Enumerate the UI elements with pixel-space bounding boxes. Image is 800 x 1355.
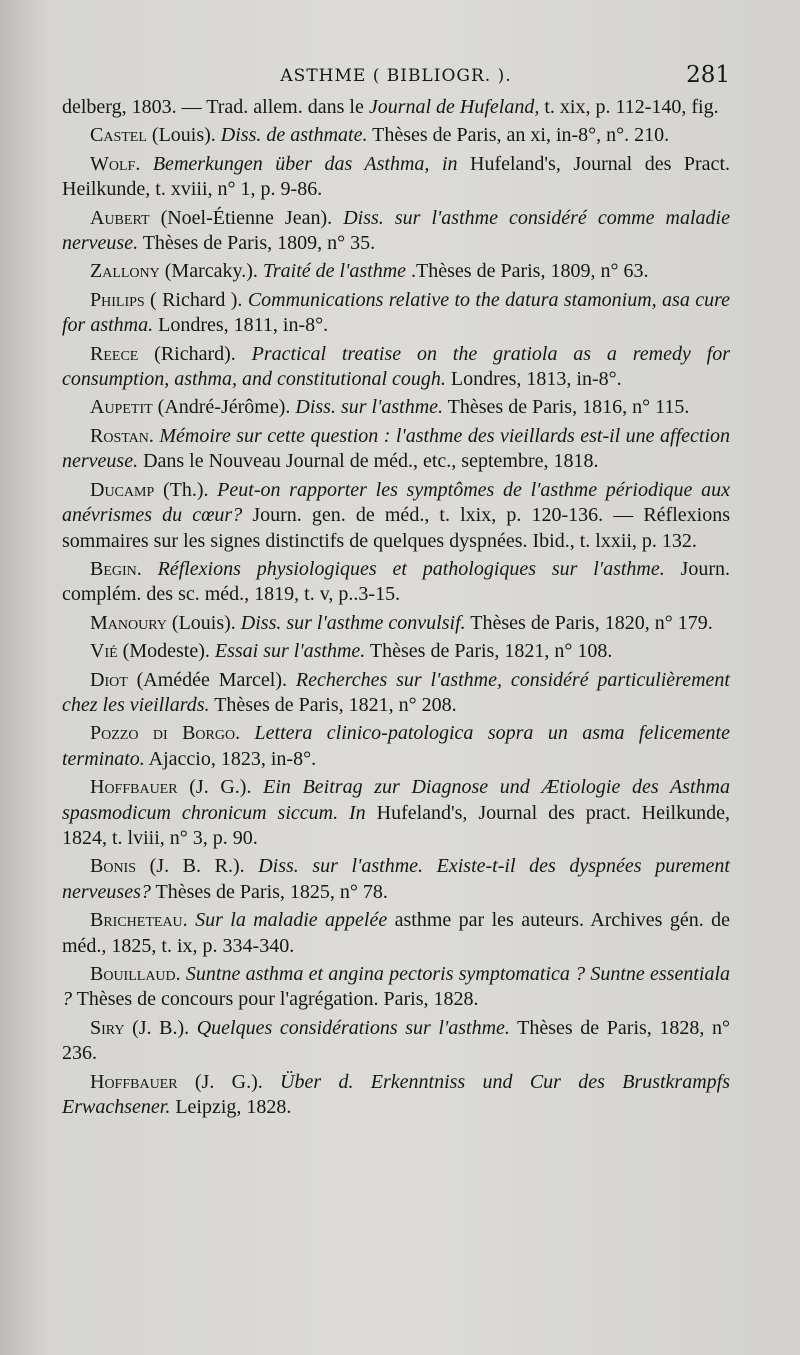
entry-text: . (148, 424, 160, 447)
entry-title: Recherches sur l'asthme, considéré particulièrement chez les vieillards. (62, 668, 730, 716)
entry-details: Thèses de Paris, 1816, n° 115. (443, 396, 690, 419)
bibliography-entry (62, 95, 730, 120)
entry-title: Traité de l'asthme (262, 260, 407, 283)
running-title: ASTHME ( BIBLIOGR. ). (280, 66, 512, 86)
entry-author: Diot (90, 668, 128, 691)
page-header (62, 62, 730, 94)
bibliography-entry (62, 962, 730, 1013)
bibliography-entry (62, 1070, 730, 1121)
entry-author: Bricheteau (90, 909, 183, 932)
entry-title: Peut-on rapporter les symptômes de l'asthme périodique aux anévrismes du cœur? (62, 478, 730, 527)
entry-details: Hufeland's, Journal des Pract. Heilkunde, t. xviii, n° 1, p. 9-86. (62, 152, 730, 201)
bibliography-entry (62, 123, 730, 148)
entry-text: (Louis). (146, 124, 221, 147)
entry-title: Suntne asthma et angina pectoris symptomatica ? Suntne essentiala ? (62, 963, 730, 1011)
bibliography-entry (62, 478, 730, 554)
bibliography-entry (62, 639, 730, 664)
entry-details: Thèses de Paris, 1828, n° 236. (62, 1016, 730, 1065)
bibliography-list (62, 95, 730, 1123)
entry-text: (Amédée Marcel). (127, 668, 296, 691)
entry-details: asthme par les auteurs. Archives gén. de méd., 1825, t. ix, p. 334-340. (62, 909, 731, 957)
entry-details: Dans le Nouveau Journal de méd., etc., septembre, 1818. (138, 450, 599, 473)
entry-details: Londres, 1813, in-8°. (445, 368, 622, 391)
entry-author: Reece (90, 342, 139, 365)
entry-details: Thèses de concours pour l'agrégation. Paris, 1828. (72, 988, 479, 1011)
entry-text: . (135, 152, 153, 175)
entry-text: (Marcaky.). (159, 260, 263, 283)
entry-author: Castel (90, 124, 147, 147)
entry-author: Pozzo di Borgo (90, 722, 236, 745)
entry-title: Diss. sur l'asthme considéré comme maladie nerveuse. (62, 206, 730, 255)
entry-title: Quelques considérations sur l'asthme. (196, 1016, 510, 1039)
bibliography-entry (62, 206, 730, 257)
bibliography-entry (62, 854, 730, 905)
entry-text: . (175, 963, 186, 985)
entry-title: Réflexions physiologiques et pathologiques sur l'asthme. (157, 557, 665, 580)
bibliography-entry (62, 1016, 730, 1067)
entry-details: Thèses de Paris, 1821, n° 108. (365, 640, 613, 663)
entry-author: Aupetit (90, 396, 153, 419)
entry-text: . (235, 722, 255, 745)
entry-author: Bouillaud (90, 963, 176, 985)
entry-author: Begin (90, 557, 137, 580)
entry-title: Diss. sur l'asthme. (295, 396, 444, 419)
entry-author: Manoury (90, 611, 167, 634)
entry-details: Thèses de Paris, an xi, in-8°, n°. 210. (367, 124, 670, 147)
entry-details: Hufeland's, Journal des pract. Heilkunde, 1824, t. lviii, n° 3, p. 90. (62, 801, 730, 849)
entry-details: t. xix, p. 112-140, fig. (539, 96, 719, 118)
bibliography-entry (62, 259, 730, 284)
bibliography-entry (62, 395, 730, 420)
bibliography-entry (62, 342, 730, 393)
entry-text: (Louis). (166, 611, 241, 634)
bibliography-entry (62, 424, 730, 475)
entry-details: Londres, 1811, in-8°. (153, 314, 329, 337)
entry-author: Aubert (90, 206, 150, 229)
entry-text: (Th.). (154, 478, 218, 501)
bibliography-entry (62, 288, 730, 339)
entry-details: Thèses de Paris, 1825, n° 78. (150, 880, 388, 903)
bibliography-entry (62, 721, 730, 772)
entry-details: Thèses de Paris, 1809, n° 35. (138, 232, 376, 255)
entry-text: . (136, 557, 158, 580)
entry-author: Bonis (90, 855, 137, 878)
entry-text: (J. G.). (177, 1070, 281, 1093)
entry-author: Rostan (90, 424, 149, 447)
entry-text: . (182, 909, 196, 932)
bibliography-entry (62, 908, 730, 959)
entry-text: (Modeste). (117, 640, 215, 663)
entry-details: Leipzig, 1828. (170, 1096, 292, 1119)
entry-author: Hoffbauer (90, 1070, 178, 1093)
bibliography-entry (62, 668, 730, 719)
entry-text: (J. G.). (177, 776, 264, 799)
entry-details: Ajaccio, 1823, in-8°. (144, 747, 317, 770)
entry-text: (Richard). (138, 342, 252, 365)
entry-author: Wolf (90, 152, 136, 175)
entry-title: Diss. sur l'asthme. Existe-t-il des dyspnées purement nerveuses? (62, 855, 730, 903)
entry-title: Communications relative to the datura stamonium, asa cure for asthma. (62, 288, 730, 337)
entry-title: Ein Beitrag zur Diagnose und Ætiologie des Asthma spasmodicum chronicum siccum. In (62, 776, 730, 824)
entry-title: Sur la maladie appelée (195, 909, 388, 932)
entry-details: Thèses de Paris, 1821, n° 208. (209, 693, 457, 716)
bibliography-entry (62, 152, 730, 203)
entry-title: Lettera clinico-patologica sopra un asma felicemente terminato. (62, 722, 730, 770)
page-number: 281 (686, 62, 730, 88)
entry-author: Zallony (90, 260, 160, 283)
entry-author: Ducamp (90, 478, 155, 501)
bibliography-entry (62, 775, 730, 851)
entry-text: (J. B.). (124, 1016, 197, 1039)
bibliography-entry (62, 611, 730, 636)
entry-details: .Thèses de Paris, 1809, n° 63. (406, 260, 649, 283)
entry-text: (J. B. R.). (136, 855, 259, 878)
entry-title: Mémoire sur cette question : l'asthme des vieillards est-il une affection nerveuse. (62, 424, 730, 473)
entry-text: ( Richard ). (144, 288, 248, 311)
entry-text: (Noel-Étienne Jean). (149, 206, 344, 229)
entry-author: Vié (90, 640, 118, 663)
entry-title: Diss. de asthmate. (220, 124, 368, 147)
entry-author: Hoffbauer (90, 776, 178, 799)
entry-title: Practical treatise on the gratiola as a remedy for consumption, asthma, and constitutional cough. (62, 342, 730, 391)
entry-details: Journ. complém. des sc. méd., 1819, t. v, p..3-15. (62, 557, 730, 606)
entry-details: Thèses de Paris, 1820, n° 179. (465, 611, 713, 634)
entry-author: Philips (90, 288, 145, 311)
bibliography-entry (62, 557, 730, 608)
entry-title: Diss. sur l'asthme convulsif. (240, 611, 466, 634)
entry-title: Essai sur l'asthme. (214, 640, 366, 663)
entry-title: Journal de Hufeland, (368, 96, 540, 118)
entry-details: Journ. gen. de méd., t. lxix, p. 120-136. — Réflexions sommaires sur les signes distinctifs de quelques dyspnées. Ibid., t. lxxii, p. 132. (62, 504, 730, 552)
entry-title: Bemerkungen über das Asthma, in (152, 152, 458, 175)
entry-text: (André-Jérôme). (152, 396, 296, 419)
entry-text: delberg, 1803. — Trad. allem. dans le (62, 96, 369, 118)
entry-author: Siry (90, 1016, 125, 1039)
entry-title: Über d. Erkenntniss und Cur des Brustkrampfs Erwachsener. (62, 1070, 730, 1119)
